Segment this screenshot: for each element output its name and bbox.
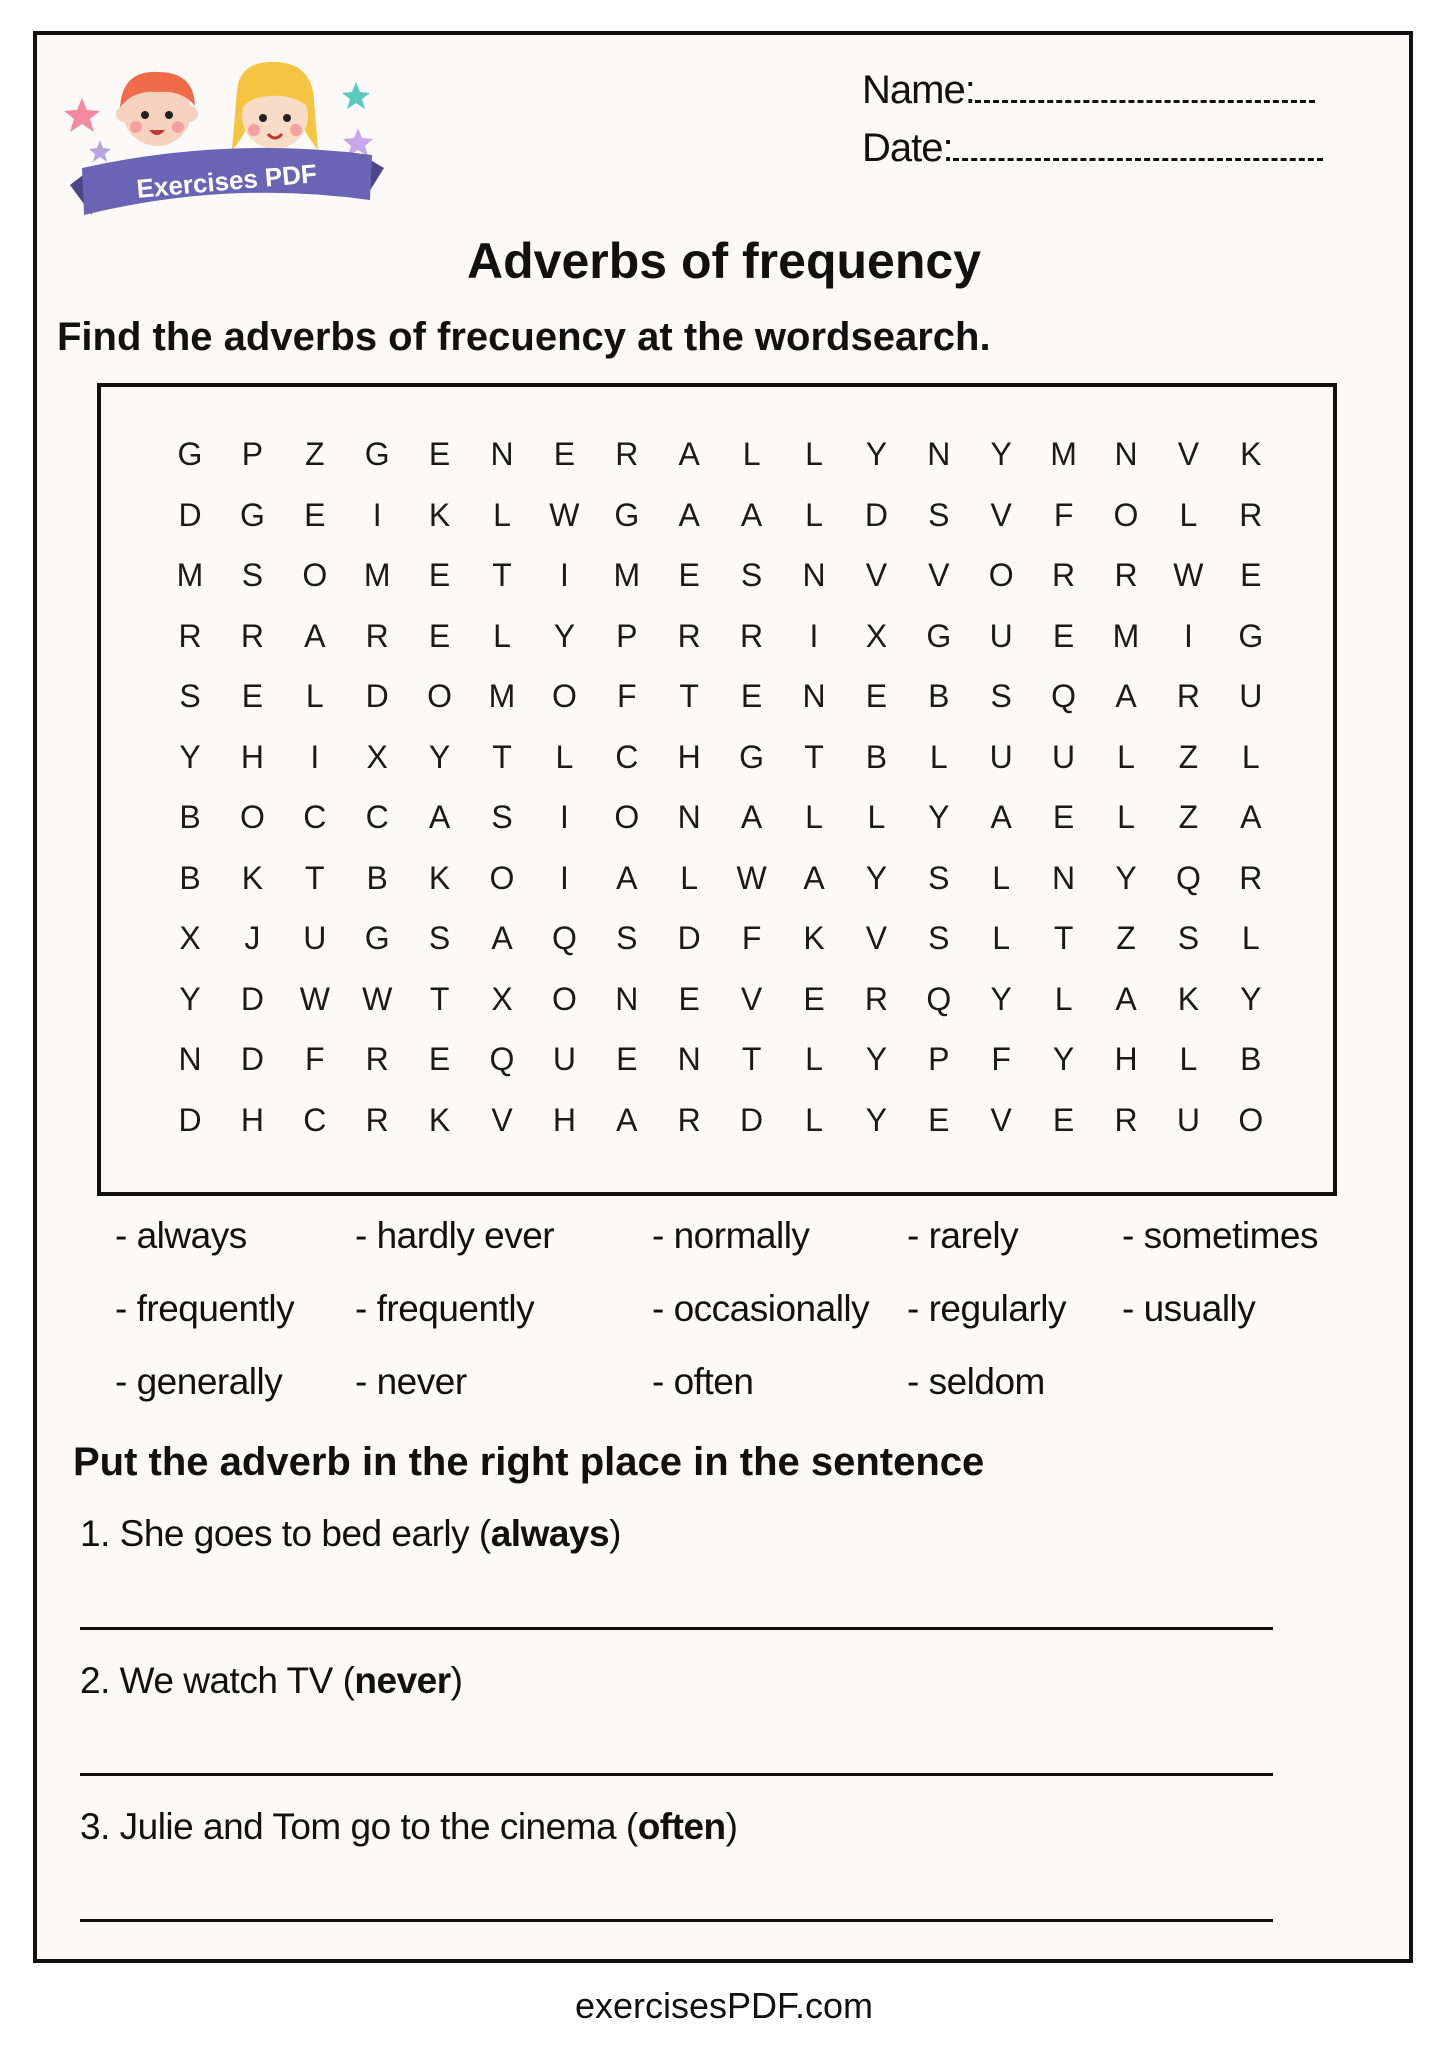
sentence-adverb: never xyxy=(354,1660,451,1701)
date-label: Date: xyxy=(862,126,953,170)
star-icon xyxy=(89,140,111,162)
grid-letter[interactable]: E xyxy=(678,980,700,1017)
grid-letter[interactable]: T xyxy=(492,557,512,593)
grid-letter[interactable]: F xyxy=(1053,496,1074,533)
grid-letter[interactable]: E xyxy=(1052,799,1075,835)
grid-letter[interactable]: V xyxy=(865,920,888,956)
sentence-prompt xyxy=(80,1660,462,1702)
grid-letter[interactable]: A xyxy=(1115,678,1137,714)
grid-letter[interactable]: R xyxy=(615,436,639,472)
grid-letter[interactable]: N xyxy=(927,436,951,472)
grid-letter[interactable]: Y xyxy=(865,436,888,472)
grid-letter[interactable]: G xyxy=(177,436,203,472)
grid-letter[interactable]: F xyxy=(617,678,637,714)
grid-letter[interactable]: I xyxy=(559,859,569,896)
grid-letter[interactable]: K xyxy=(803,920,825,956)
grid-letter[interactable]: S xyxy=(179,678,201,714)
grid-letter[interactable]: C xyxy=(365,799,389,835)
grid-letter[interactable]: L xyxy=(805,799,823,835)
grid-letter[interactable]: L xyxy=(992,859,1011,896)
grid-letter[interactable]: I xyxy=(809,617,819,654)
grid-letter[interactable]: L xyxy=(1241,738,1260,775)
grid-letter[interactable]: T xyxy=(804,738,824,775)
grid-letter[interactable]: Y xyxy=(928,799,950,835)
sentence-close: ) xyxy=(725,1806,738,1847)
grid-letter[interactable]: E xyxy=(241,678,264,714)
grid-letter[interactable]: R xyxy=(1052,557,1076,593)
word-list-item: - frequently xyxy=(355,1288,535,1329)
grid-letter[interactable]: G xyxy=(364,920,390,956)
grid-letter[interactable]: E xyxy=(428,1041,451,1077)
grid-letter[interactable]: S xyxy=(241,557,264,593)
boy-face-icon xyxy=(116,72,198,146)
grid-letter[interactable]: E xyxy=(1052,617,1075,654)
date-field[interactable] xyxy=(862,126,1323,171)
grid-letter[interactable]: H xyxy=(677,738,701,775)
grid-letter[interactable]: W xyxy=(1173,557,1204,593)
grid-letter[interactable]: L xyxy=(493,617,511,654)
grid-letter[interactable]: P xyxy=(241,436,264,472)
grid-letter[interactable]: L xyxy=(805,1041,823,1077)
grid-letter[interactable]: S xyxy=(428,920,451,956)
grid-letter[interactable]: E xyxy=(304,496,326,533)
grid-letter[interactable]: L xyxy=(493,496,511,533)
grid-letter[interactable]: T xyxy=(429,980,450,1017)
grid-letter[interactable]: N xyxy=(802,557,826,593)
grid-letter[interactable]: E xyxy=(928,1101,950,1138)
wordsearch-grid xyxy=(97,383,1337,1196)
grid-letter[interactable]: I xyxy=(372,496,382,533)
grid-letter[interactable]: Y xyxy=(1115,859,1137,896)
sentence-text: 1. She goes to bed early ( xyxy=(80,1513,491,1554)
grid-letter[interactable]: M xyxy=(176,557,204,593)
grid-letter[interactable]: A xyxy=(678,496,700,533)
grid-letter[interactable]: X xyxy=(865,617,888,654)
grid-letter[interactable]: R xyxy=(1176,678,1200,714)
star-icon xyxy=(342,82,370,109)
grid-letter[interactable]: A xyxy=(616,859,638,896)
grid-letter[interactable]: A xyxy=(491,920,513,956)
grid-letter[interactable]: L xyxy=(555,738,574,775)
sentence-adverb: often xyxy=(637,1806,726,1847)
grid-letter[interactable]: N xyxy=(802,678,826,714)
grid-letter[interactable]: Z xyxy=(1116,920,1136,956)
word-list-item: - rarely xyxy=(907,1215,1019,1256)
word-list-item: - generally xyxy=(115,1361,283,1402)
grid-letter[interactable]: Z xyxy=(305,436,325,472)
grid-letter[interactable]: Y xyxy=(865,859,888,896)
grid-letter[interactable]: N xyxy=(677,1041,701,1077)
grid-letter[interactable]: T xyxy=(492,738,512,775)
grid-letter[interactable]: Q xyxy=(1175,859,1201,896)
grid-letter[interactable]: Q xyxy=(551,920,577,956)
grid-letter[interactable]: V xyxy=(928,557,950,593)
grid-letter[interactable]: L xyxy=(680,859,699,896)
grid-letter[interactable]: E xyxy=(865,678,888,714)
grid-letter[interactable]: V xyxy=(990,1101,1012,1138)
answer-line[interactable] xyxy=(80,1627,1273,1630)
grid-letter[interactable]: M xyxy=(363,557,391,593)
grid-letter[interactable]: Y xyxy=(179,980,201,1017)
grid-letter[interactable]: A xyxy=(990,799,1012,835)
grid-letter[interactable]: H xyxy=(240,738,264,775)
grid-letter[interactable]: L xyxy=(1054,980,1073,1017)
grid-letter[interactable]: L xyxy=(805,1101,823,1138)
grid-letter[interactable]: R xyxy=(1239,859,1263,896)
word-list-item: - never xyxy=(355,1361,467,1402)
grid-letter[interactable]: B xyxy=(179,859,201,896)
grid-letter[interactable]: B xyxy=(1240,1041,1262,1077)
grid-letter[interactable]: V xyxy=(1177,436,1200,472)
grid-letter[interactable]: V xyxy=(740,980,763,1017)
grid-letter[interactable]: Q xyxy=(489,1041,515,1077)
grid-letter[interactable]: S xyxy=(928,859,950,896)
grid-letter[interactable]: Y xyxy=(865,1101,888,1138)
grid-letter[interactable]: Y xyxy=(990,436,1012,472)
grid-letter[interactable]: C xyxy=(303,799,327,835)
grid-letter[interactable]: S xyxy=(990,678,1012,714)
grid-letter[interactable]: W xyxy=(362,980,393,1017)
grid-letter[interactable]: L xyxy=(1241,920,1260,956)
word-list-item: - occasionally xyxy=(652,1288,870,1329)
grid-letter[interactable]: Y xyxy=(553,617,576,654)
grid-letter[interactable]: O xyxy=(1238,1101,1264,1138)
grid-letter[interactable]: K xyxy=(241,859,264,896)
grid-letter[interactable]: U xyxy=(989,617,1013,654)
grid-letter[interactable]: H xyxy=(552,1101,576,1138)
sentence-prompt xyxy=(80,1513,621,1555)
word-list-item: - seldom xyxy=(907,1361,1045,1402)
grid-letter[interactable]: K xyxy=(428,1101,451,1138)
grid-letter[interactable]: R xyxy=(240,617,264,654)
grid-letter[interactable]: U xyxy=(989,738,1013,775)
grid-letter[interactable]: O xyxy=(551,678,577,714)
word-list-item: - often xyxy=(652,1361,754,1402)
wordsearch-instruction: Find the adverbs of frecuency at the wordsearch. xyxy=(57,315,991,359)
grid-letter[interactable]: B xyxy=(366,859,388,896)
grid-letter[interactable]: K xyxy=(1240,436,1262,472)
word-list-item: - normally xyxy=(652,1215,810,1256)
grid-letter[interactable]: G xyxy=(364,436,390,472)
grid-letter[interactable]: R xyxy=(677,1101,701,1138)
grid-letter[interactable]: U xyxy=(303,920,327,956)
grid-letter[interactable]: W xyxy=(736,859,767,896)
grid-letter[interactable]: C xyxy=(615,738,639,775)
grid-letter[interactable]: D xyxy=(740,1101,764,1138)
grid-letter[interactable]: O xyxy=(988,557,1014,593)
grid-letter[interactable]: R xyxy=(677,617,701,654)
sentence-text: 2. We watch TV ( xyxy=(80,1660,355,1701)
grid-letter[interactable]: D xyxy=(864,496,888,533)
grid-letter[interactable]: M xyxy=(613,557,641,593)
grid-letter[interactable]: A xyxy=(616,1101,638,1138)
grid-letter[interactable]: L xyxy=(1117,799,1135,835)
sentence-text: 3. Julie and Tom go to the cinema ( xyxy=(80,1806,638,1847)
grid-letter[interactable]: O xyxy=(302,557,328,593)
grid-letter[interactable]: W xyxy=(549,496,580,533)
answer-line[interactable] xyxy=(80,1919,1273,1922)
grid-letter[interactable]: L xyxy=(992,920,1011,956)
grid-letter[interactable]: W xyxy=(299,980,330,1017)
grid-letter[interactable]: Q xyxy=(926,980,952,1017)
grid-letter[interactable]: L xyxy=(805,436,823,472)
grid-letter[interactable]: L xyxy=(867,799,886,835)
grid-letter[interactable]: A xyxy=(740,799,763,835)
grid-letter[interactable]: X xyxy=(179,920,201,956)
grid-letter[interactable]: R xyxy=(365,617,389,654)
grid-letter[interactable]: O xyxy=(427,678,453,714)
grid-letter[interactable]: V xyxy=(865,557,888,593)
grid-letter[interactable]: E xyxy=(616,1041,638,1077)
grid-letter[interactable]: S xyxy=(928,920,950,956)
grid-letter[interactable]: I xyxy=(559,557,569,593)
grid-letter[interactable]: R xyxy=(1114,557,1138,593)
word-list-item: - always xyxy=(115,1215,247,1256)
grid-letter[interactable]: N xyxy=(178,1041,202,1077)
grid-letter[interactable]: B xyxy=(865,738,888,775)
grid-letter[interactable]: Y xyxy=(865,1041,888,1077)
grid-letter[interactable]: E xyxy=(553,436,576,472)
grid-letter[interactable]: R xyxy=(1114,1101,1138,1138)
grid-letter[interactable]: L xyxy=(1117,738,1135,775)
grid-letter[interactable]: S xyxy=(740,557,763,593)
grid-letter[interactable]: E xyxy=(1052,1101,1075,1138)
grid-letter[interactable]: O xyxy=(551,980,577,1017)
name-blank[interactable] xyxy=(975,96,1315,103)
grid-letter[interactable]: Y xyxy=(1052,1041,1075,1077)
word-list-item: - sometimes xyxy=(1122,1215,1318,1256)
grid-letter[interactable]: B xyxy=(928,678,950,714)
grid-letter[interactable]: T xyxy=(741,1041,762,1077)
grid-letter[interactable]: D xyxy=(365,678,389,714)
grid-letter[interactable]: F xyxy=(991,1041,1011,1077)
grid-letter[interactable]: L xyxy=(1179,496,1198,533)
grid-letter[interactable]: H xyxy=(240,1101,264,1138)
grid-letter[interactable]: I xyxy=(559,799,569,835)
logo-banner-text: Exercises PDF xyxy=(135,158,318,204)
grid-letter[interactable]: R xyxy=(365,1101,389,1138)
grid-letter[interactable]: L xyxy=(742,436,761,472)
grid-letter[interactable]: D xyxy=(677,920,701,956)
grid-letter[interactable]: A xyxy=(1115,980,1137,1017)
grid-letter[interactable]: T xyxy=(305,859,325,896)
grid-letter[interactable]: L xyxy=(805,496,823,533)
grid-letter[interactable]: D xyxy=(240,980,264,1017)
grid-letter[interactable]: S xyxy=(928,496,950,533)
grid-letter[interactable]: G xyxy=(239,496,265,533)
grid-letter[interactable]: S xyxy=(1177,920,1200,956)
grid-letter[interactable]: B xyxy=(179,799,201,835)
grid-letter[interactable]: A xyxy=(803,859,825,896)
grid-letter[interactable]: X xyxy=(366,738,388,775)
grid-letter[interactable]: N xyxy=(1114,436,1138,472)
answer-line[interactable] xyxy=(80,1773,1273,1776)
word-list-item: - regularly xyxy=(907,1288,1066,1329)
grid-letter[interactable]: T xyxy=(679,678,699,714)
grid-letter[interactable]: F xyxy=(305,1041,325,1077)
grid-letter[interactable]: M xyxy=(1050,436,1077,472)
grid-letter[interactable]: L xyxy=(1179,1041,1198,1077)
exercises-pdf-logo xyxy=(52,50,402,230)
grid-letter[interactable]: S xyxy=(491,799,513,835)
grid-letter[interactable]: X xyxy=(491,980,513,1017)
grid-letter[interactable]: R xyxy=(1239,496,1263,533)
grid-letter[interactable]: M xyxy=(1112,617,1140,654)
grid-letter[interactable]: M xyxy=(488,678,516,714)
grid-letter[interactable]: E xyxy=(428,557,451,593)
grid-letter[interactable]: C xyxy=(303,1101,327,1138)
worksheet-title: Adverbs of frequency xyxy=(466,233,981,289)
grid-letter[interactable]: O xyxy=(489,859,515,896)
grid-letter[interactable]: E xyxy=(740,678,763,714)
grid-letter[interactable]: D xyxy=(178,496,202,533)
word-list-item: - hardly ever xyxy=(355,1215,555,1256)
grid-letter[interactable]: P xyxy=(928,1041,950,1077)
grid-letter[interactable]: H xyxy=(1114,1041,1138,1077)
grid-letter[interactable]: A xyxy=(740,496,763,533)
word-list-item: - usually xyxy=(1122,1288,1256,1329)
grid-letter[interactable]: K xyxy=(428,496,451,533)
grid-letter[interactable]: G xyxy=(614,496,640,533)
grid-letter[interactable]: Y xyxy=(1240,980,1262,1017)
grid-letter[interactable]: K xyxy=(428,859,451,896)
grid-letter[interactable]: G xyxy=(1238,617,1264,654)
sentence-close: ) xyxy=(450,1660,463,1701)
grid-letter[interactable]: K xyxy=(1177,980,1200,1017)
name-label: Name: xyxy=(862,68,975,112)
grid-letter[interactable]: I xyxy=(1183,617,1193,654)
grid-letter[interactable]: O xyxy=(1113,496,1139,533)
star-icon xyxy=(64,98,100,132)
sentence-adverb: always xyxy=(490,1513,610,1554)
star-icon xyxy=(343,128,373,156)
sentence-close: ) xyxy=(609,1513,621,1554)
grid-letter[interactable]: A xyxy=(428,799,451,835)
grid-letter[interactable]: R xyxy=(740,617,764,654)
date-blank[interactable] xyxy=(953,154,1323,161)
grid-letter[interactable]: O xyxy=(614,799,640,835)
grid-letter[interactable]: V xyxy=(491,1101,513,1138)
girl-face-icon xyxy=(232,62,318,150)
footer-url: exercisesPDF.com xyxy=(574,1985,874,2026)
grid-letter[interactable]: J xyxy=(244,920,261,956)
grid-letter[interactable]: R xyxy=(365,1041,389,1077)
grid-letter[interactable]: V xyxy=(990,496,1012,533)
grid-letter[interactable]: N xyxy=(490,436,514,472)
grid-letter[interactable]: Q xyxy=(1051,678,1077,714)
grid-letter[interactable]: P xyxy=(616,617,638,654)
grid-letter[interactable]: U xyxy=(552,1041,576,1077)
grid-letter[interactable]: L xyxy=(929,738,948,775)
grid-letter[interactable]: E xyxy=(428,436,451,472)
grid-letter[interactable]: G xyxy=(739,738,765,775)
grid-letter[interactable]: D xyxy=(178,1101,202,1138)
grid-letter[interactable]: Y xyxy=(990,980,1012,1017)
grid-letter[interactable]: L xyxy=(305,678,324,714)
grid-letter[interactable]: A xyxy=(304,617,326,654)
grid-letter[interactable]: I xyxy=(310,738,320,775)
grid-letter[interactable]: Y xyxy=(179,738,201,775)
grid-letter[interactable]: R xyxy=(864,980,888,1017)
grid-letter[interactable]: E xyxy=(803,980,825,1017)
grid-letter[interactable]: N xyxy=(615,980,639,1017)
grid-letter[interactable]: Z xyxy=(1178,738,1199,775)
grid-letter[interactable]: N xyxy=(677,799,701,835)
grid-letter[interactable]: S xyxy=(616,920,638,956)
section-title: Put the adverb in the right place in the sentence xyxy=(73,1440,985,1484)
grid-letter[interactable]: E xyxy=(428,617,451,654)
grid-letter[interactable]: T xyxy=(1053,920,1074,956)
grid-letter[interactable]: D xyxy=(240,1041,264,1077)
grid-letter[interactable]: U xyxy=(1176,1101,1200,1138)
grid-letter[interactable]: E xyxy=(1240,557,1262,593)
grid-letter[interactable]: U xyxy=(1239,678,1263,714)
grid-letter[interactable]: R xyxy=(178,617,202,654)
grid-letter[interactable]: Y xyxy=(428,738,451,775)
sentence-prompt xyxy=(80,1806,737,1848)
word-list-item: - frequently xyxy=(115,1288,295,1329)
grid-letter[interactable]: G xyxy=(926,617,952,654)
grid-letter[interactable]: A xyxy=(1240,799,1262,835)
grid-letter[interactable]: F xyxy=(741,920,762,956)
grid-letter[interactable]: O xyxy=(239,799,265,835)
grid-letter[interactable]: E xyxy=(678,557,700,593)
grid-letter[interactable]: Z xyxy=(1178,799,1199,835)
grid-letter[interactable]: U xyxy=(1052,738,1076,775)
grid-letter[interactable]: A xyxy=(678,436,700,472)
name-field[interactable] xyxy=(862,68,1315,113)
grid-letter[interactable]: N xyxy=(1052,859,1076,896)
